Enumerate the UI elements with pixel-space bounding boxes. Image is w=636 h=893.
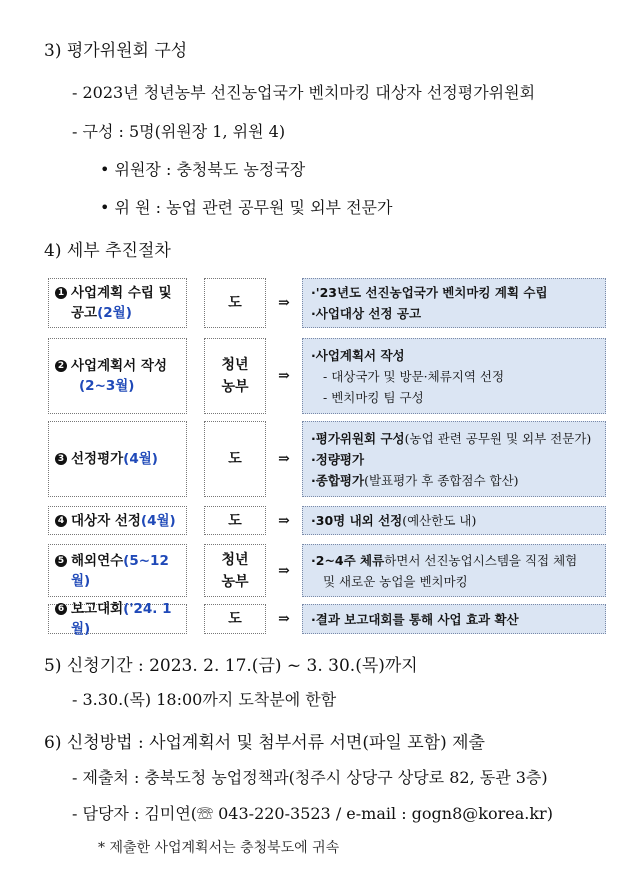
contact-person: - 담당자 : 김미연(☏ 043-220-3523 / e-mail : gogn8@korea.kr) xyxy=(72,804,553,823)
step-number-icon: 5 xyxy=(55,555,67,567)
description-line: ·'23년도 선진농업국가 벤치마킹 계획 수립 xyxy=(311,285,548,300)
arrow-right-icon: ⇒ xyxy=(278,295,290,311)
step-date: (2~3월) xyxy=(79,378,135,394)
section-3-heading: 3) 평가위원회 구성 xyxy=(44,41,188,61)
procedure-row xyxy=(48,506,606,535)
description-line: ·종합평가(발표평가 후 종합점수 합산) xyxy=(311,472,519,488)
arrow-right-icon: ⇒ xyxy=(278,562,290,579)
step-title: 선정평가(4월) xyxy=(71,451,158,467)
description-line: ·사업대상 선정 공고 xyxy=(311,306,422,321)
step-description xyxy=(302,544,606,597)
step-title-box xyxy=(48,544,187,597)
procedure-row xyxy=(48,601,606,637)
step-title: 보고대회('24. 1월) xyxy=(71,601,172,637)
step-title-box xyxy=(48,601,187,637)
step-date: (4월) xyxy=(140,512,176,529)
description-line: 및 새로운 농업을 벤치마킹 xyxy=(323,573,468,589)
footnote: * 제출한 사업계획서는 충청북도에 귀속 xyxy=(98,840,340,856)
step-description xyxy=(302,506,606,535)
step-description xyxy=(302,278,606,328)
section-6-heading: 6) 신청방법 : 사업계획서 및 첨부서류 서면(파일 포함) 제출 xyxy=(44,733,485,753)
step-title-box xyxy=(48,278,187,328)
section-4-heading: 4) 세부 추진절차 xyxy=(44,241,171,261)
step-date: ('24. 1월) xyxy=(71,601,172,637)
step-title: 대상자 선정(4월) xyxy=(71,512,176,529)
committee-name: - 2023년 청년농부 선진농업국가 벤치마킹 대상자 선정평가위원회 xyxy=(72,83,536,102)
procedure-row xyxy=(48,278,606,328)
responsible-party: 도 xyxy=(204,506,266,535)
step-title: 해외연수(5~12월) xyxy=(71,552,169,589)
deadline-note: - 3.30.(목) 18:00까지 도착분에 한함 xyxy=(72,690,337,709)
step-number-icon: 6 xyxy=(55,603,67,615)
arrow-right-icon: ⇒ xyxy=(278,368,290,384)
responsible-party: 도 xyxy=(204,604,266,634)
description-line: ·30명 내외 선정(예산한도 내) xyxy=(311,513,477,528)
step-date: (4월) xyxy=(123,451,158,467)
responsible-party: 도 xyxy=(204,278,266,328)
description-line: - 대상국가 및 방문·체류지역 선정 xyxy=(323,368,505,384)
step-title: 사업계획서 작성 (2~3월) xyxy=(71,358,167,394)
step-title: 사업계획 수립 및 공고(2월) xyxy=(71,285,172,321)
arrow-right-icon: ⇒ xyxy=(278,611,290,627)
step-date: (2월) xyxy=(97,305,132,321)
committee-members: • 위 원 : 농업 관련 공무원 및 외부 전문가 xyxy=(100,198,393,217)
arrow-right-icon: ⇒ xyxy=(278,512,290,529)
step-date: (5~12월) xyxy=(71,552,169,589)
procedure-row xyxy=(48,421,606,497)
step-description xyxy=(302,338,606,414)
description-line: ·사업계획서 작성 xyxy=(311,347,405,363)
step-title-box xyxy=(48,338,187,414)
description-line: ·2~4주 체류하면서 선진농업시스템을 직접 체험 xyxy=(311,552,578,568)
step-number-icon: 4 xyxy=(55,515,67,527)
responsible-party: 청년 농부 xyxy=(204,338,266,414)
arrow-right-icon: ⇒ xyxy=(278,451,290,467)
step-number-icon: 3 xyxy=(55,453,67,465)
description-line: ·결과 보고대회를 통해 사업 효과 확산 xyxy=(311,611,519,627)
responsible-party: 도 xyxy=(204,421,266,497)
responsible-party: 청년 농부 xyxy=(204,544,266,597)
submission-address: - 제출처 : 충북도청 농업정책과(청주시 상당구 상당로 82, 동관 3층) xyxy=(72,768,548,787)
description-line: - 벤치마킹 팀 구성 xyxy=(323,389,424,405)
description-line: ·평가위원회 구성(농업 관련 공무원 및 외부 전문가) xyxy=(311,430,592,446)
step-title-box xyxy=(48,421,187,497)
step-title-box xyxy=(48,506,187,535)
step-number-icon: 1 xyxy=(55,287,67,299)
committee-composition: - 구성 : 5명(위원장 1, 위원 4) xyxy=(72,122,286,141)
step-number-icon: 2 xyxy=(55,360,67,372)
step-description xyxy=(302,604,606,634)
procedure-row xyxy=(48,544,606,597)
step-description xyxy=(302,421,606,497)
description-line: ·정량평가 xyxy=(311,451,365,467)
procedure-row xyxy=(48,338,606,414)
committee-chair: • 위원장 : 충청북도 농정국장 xyxy=(100,160,306,179)
section-5-heading: 5) 신청기간 : 2023. 2. 17.(금) ~ 3. 30.(목)까지 xyxy=(44,656,418,676)
